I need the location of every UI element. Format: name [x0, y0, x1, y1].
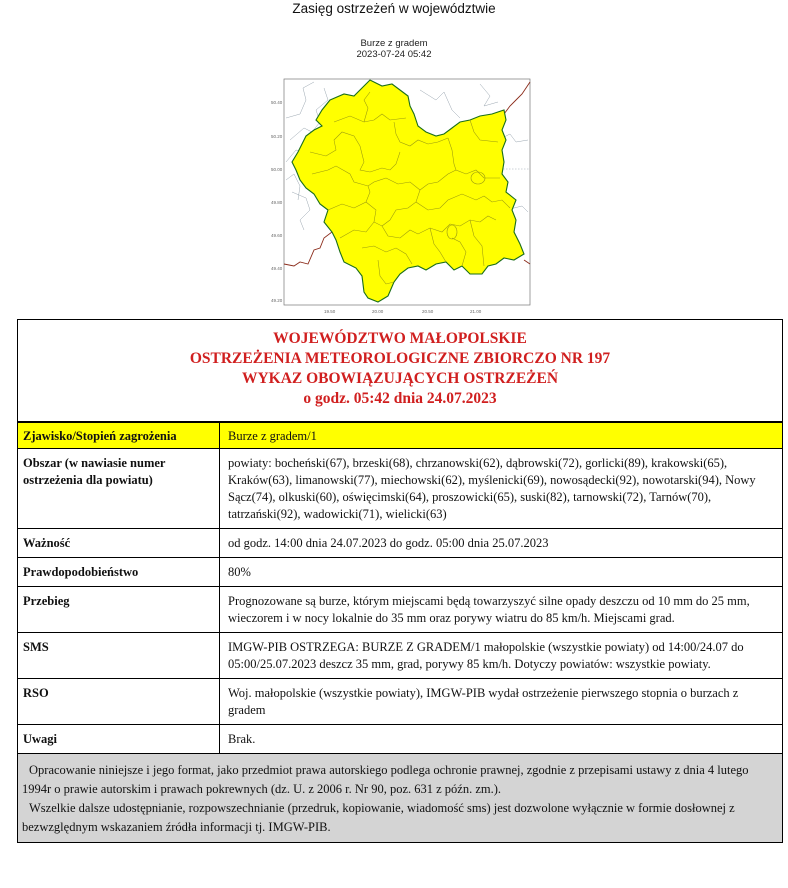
- row-probability: [18, 557, 782, 586]
- map-timestamp: 2023-07-24 05:42: [356, 49, 432, 60]
- warning-table: [17, 319, 783, 843]
- row-value: Brak.: [228, 732, 256, 746]
- lon-tick: 20.50: [422, 309, 434, 314]
- page-title: Zasięg ostrzeżeń w województwie: [292, 1, 496, 16]
- row-sms: [18, 632, 782, 678]
- row-label: Obszar (w nawiasie numer ostrzeżenia dla powiatu): [18, 449, 220, 528]
- lat-tick: 50.00: [271, 167, 283, 172]
- row-rso: [18, 678, 782, 724]
- row-value: powiaty: bocheński(67), brzeski(68), chrzanowski(62), dąbrowski(72), gorlicki(89), krakowski(65), Kraków(63), limanowski(77), miechowski(62), myślenicki(69), nowosądecki(92), nowotarski(94), Nowy Sącz(74), olkuski(60), oświęcimski(64), proszowicki(65), suski(82), tarnowski(72), Tarnów(70), tatrzański(92), wadowicki(71), wielicki(63): [228, 456, 756, 521]
- map-caption: [0, 38, 788, 60]
- row-label: Uwagi: [18, 725, 220, 753]
- row-area: [18, 448, 782, 528]
- copyright-notice: Opracowanie niniejsze i jego format, jako przedmiot prawa autorskiego podlega ochronie prawnej, zgodnie z przepisami ustawy z dnia 4 lutego 1994r o prawie autorskim i prawach pokrewnych (dz. U. z 2006 r. Nr 90, poz. 631 z późn. zm.).: [22, 763, 749, 796]
- row-remarks: [18, 724, 782, 753]
- row-value: Burze z gradem/1: [228, 429, 317, 443]
- map-phenomenon: Burze z gradem: [360, 38, 428, 49]
- row-label: SMS: [18, 633, 220, 678]
- voivodeship-map-graphic: [270, 70, 540, 320]
- lat-tick: 49.20: [271, 298, 283, 303]
- row-phenomenon: [18, 422, 782, 448]
- lat-tick: 49.80: [271, 200, 283, 205]
- row-label: RSO: [18, 679, 220, 724]
- lat-tick: 50.20: [271, 134, 283, 139]
- warning-map: [270, 70, 540, 320]
- row-label: Przebieg: [18, 587, 220, 632]
- row-value: 80%: [228, 565, 251, 579]
- row-value: Woj. małopolskie (wszystkie powiaty), IMGW-PIB wydał ostrzeżenie pierwszego stopnia o burzach z gradem: [228, 686, 739, 717]
- lon-tick: 19.50: [324, 309, 336, 314]
- header-list-title: WYKAZ OBOWIĄZUJĄCYCH OSTRZEŻEŃ: [241, 370, 559, 387]
- header-voivodeship: WOJEWÓDZTWO MAŁOPOLSKIE: [273, 330, 527, 347]
- lat-tick: 50.40: [271, 100, 283, 105]
- warning-header: [18, 320, 782, 422]
- redistribution-notice: Wszelkie dalsze udostępnianie, rozpowszechnianie (przedruk, kopiowanie, wiadomość sms) jest dozwolone wyłącznie w formie dosłownej z bezwzględnym wskazaniem źródła informacji tj. IMGW-PIB.: [22, 801, 735, 834]
- row-value: IMGW-PIB OSTRZEGA: BURZE Z GRADEM/1 małopolskie (wszystkie powiaty) od 14:00/24.07 do 05:00/25.07.2023 deszcz 35 mm, grad, porywy 85 km/h. Dotyczy powiatów: wszystkie powiaty.: [228, 640, 744, 671]
- lat-tick: 49.40: [271, 266, 283, 271]
- copyright-footer: [18, 753, 782, 842]
- lat-tick: 49.60: [271, 233, 283, 238]
- header-bulletin-number: OSTRZEŻENIA METEOROLOGICZNE ZBIORCZO NR 197: [189, 350, 611, 367]
- row-label: Zjawisko/Stopień zagrożenia: [18, 423, 220, 448]
- lon-tick: 21.00: [470, 309, 482, 314]
- map-lon-axis: [324, 309, 482, 314]
- row-label: Prawdopodobieństwo: [18, 558, 220, 586]
- header-issue-time: o godz. 05:42 dnia 24.07.2023: [303, 390, 497, 407]
- lon-tick: 20.00: [372, 309, 384, 314]
- map-lat-axis: [271, 100, 283, 303]
- row-label: Ważność: [18, 529, 220, 557]
- row-course: [18, 586, 782, 632]
- row-value: Prognozowane są burze, którym miejscami będą towarzyszyć silne opady deszczu od 10 mm do 25 mm, wieczorem i w nocy lokalnie do 35 mm oraz porywy wiatru do 85 km/h. Miejscami grad.: [228, 594, 750, 625]
- row-validity: [18, 528, 782, 557]
- row-value: od godz. 14:00 dnia 24.07.2023 do godz. 05:00 dnia 25.07.2023: [228, 536, 549, 550]
